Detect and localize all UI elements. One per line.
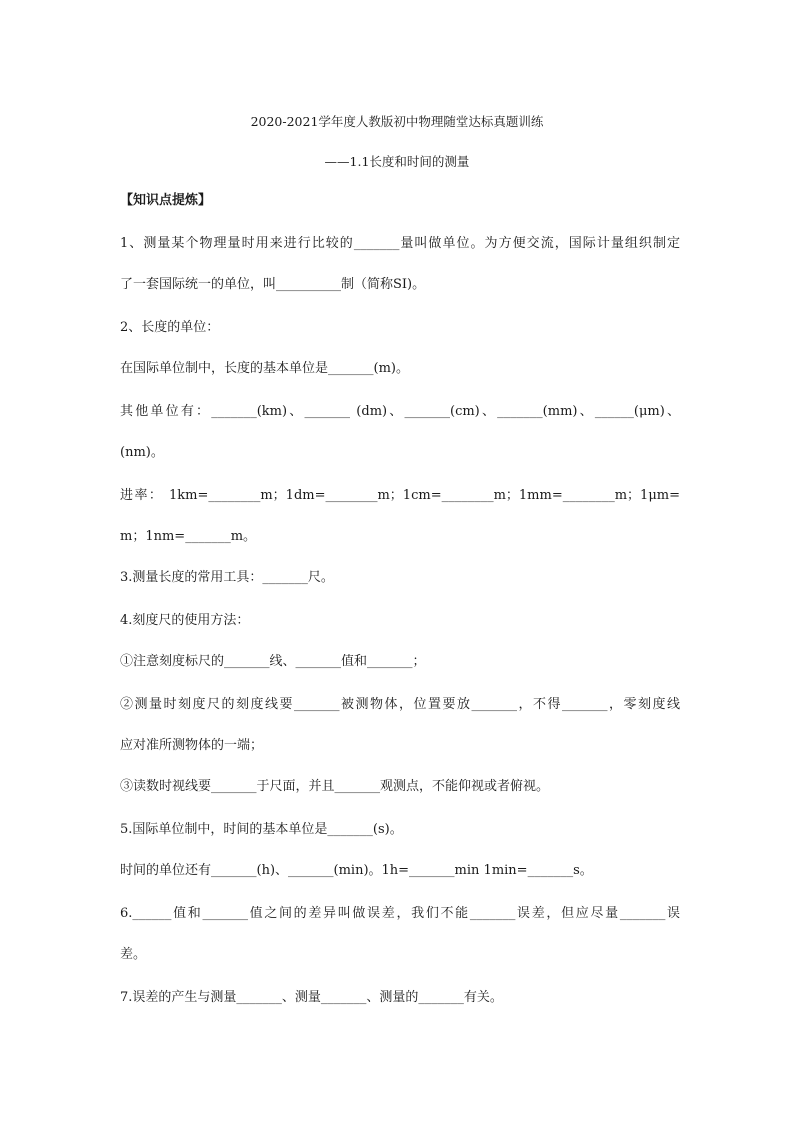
text-line: 应对准所测物体的一端； xyxy=(120,738,264,753)
text-line: 5.国际单位制中，时间的基本单位是_______(s)。 xyxy=(120,822,403,837)
text-line: (nm)。 xyxy=(120,445,164,460)
text-line: 7.误差的产生与测量_______、测量_______、测量的_______有关。 xyxy=(120,990,503,1005)
document-title: 2020-2021学年度人教版初中物理随堂达标真题训练 xyxy=(250,114,544,129)
text-line: 了一套国际统一的单位，叫__________制（简称SI)。 xyxy=(120,277,426,292)
text-line: 其他单位有：_______(km)、_______ (dm)、_______(cm)、_______(mm)、______(μm)、 xyxy=(120,404,680,419)
text-line: 6.______值和_______值之间的差异叫做误差，我们不能_______误差，但应尽量_______误 xyxy=(120,906,680,921)
text-line: 进率： 1km=________m；1dm=________m；1cm=________m；1mm=________m；1μm= xyxy=(120,488,680,503)
text-line: ①注意刻度标尺的_______线、_______值和_______； xyxy=(120,654,426,669)
document-subtitle: ——1.1长度和时间的测量 xyxy=(324,154,470,169)
text-line: 在国际单位制中，长度的基本单位是_______(m)。 xyxy=(120,361,409,376)
text-line: m；1nm=_______m。 xyxy=(120,529,257,544)
text-line: 1、测量某个物理量时用来进行比较的_______量叫做单位。为方便交流，国际计量组织制定 xyxy=(120,236,680,251)
text-line: 时间的单位还有_______(h)、_______(min)。1h=_______min 1min=_______s。 xyxy=(120,863,593,878)
text-line: 3.测量长度的常用工具：_______尺。 xyxy=(120,570,334,585)
text-line: 4.刻度尺的使用方法： xyxy=(120,613,250,628)
text-line: 2、长度的单位： xyxy=(120,320,220,335)
text-line: ③读数时视线要_______于尺面，并且_______观测点，不能仰视或者俯视。 xyxy=(120,779,550,794)
text-line: ②测量时刻度尺的刻度线要_______被测物体，位置要放_______，不得_______，零刻度线 xyxy=(120,697,680,712)
section-heading: 【知识点提炼】 xyxy=(120,193,212,208)
text-line: 差。 xyxy=(120,947,147,962)
